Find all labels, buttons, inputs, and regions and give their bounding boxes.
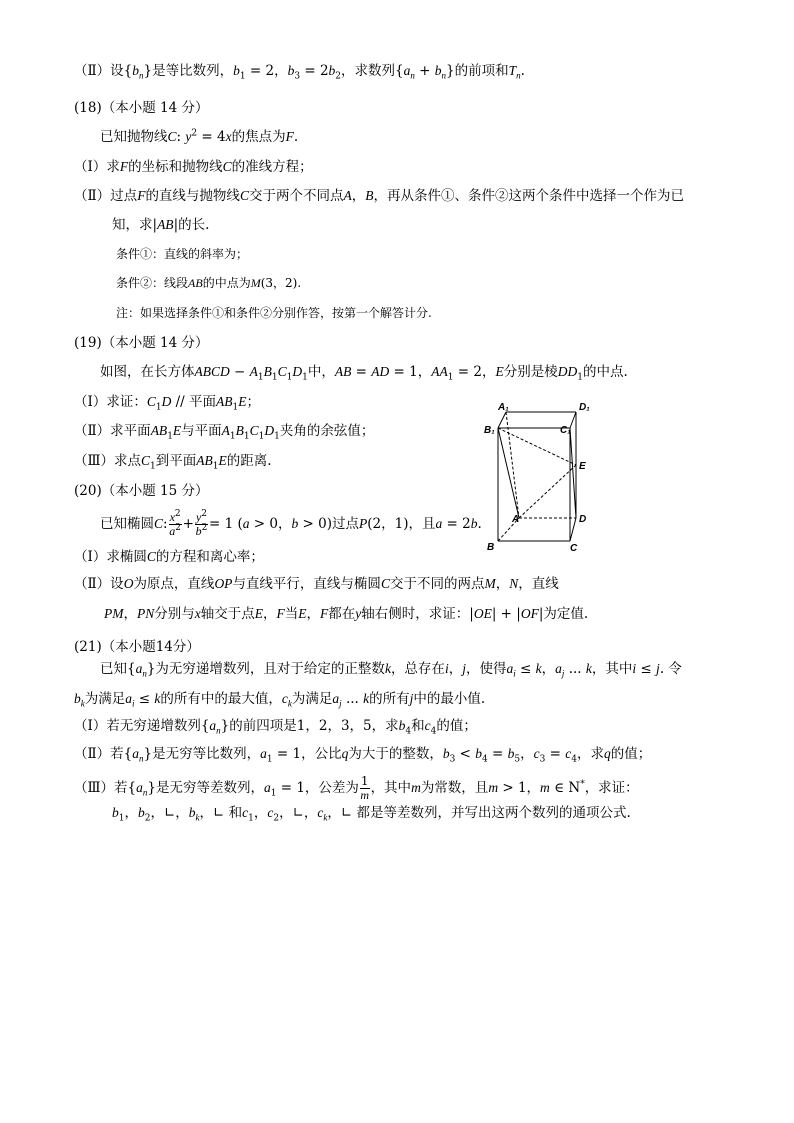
question-20-header: (20)（本小题 15 分） [74,483,209,499]
condition-1: 条件①：直线的斜率为； [116,247,249,261]
segment-ab1 [498,428,519,518]
question-21-header: (21)（本小题14分） [74,639,200,655]
condition-2: 条件②：线段AB的中点为M(3，2). [116,276,302,290]
label-d: D [579,514,587,525]
question-21-stem-cont: $b_k$为满足$a_i \le k$的所有中的最大值，$c_k$为满足$a_j$ ... k的所有j中的最小值. [74,691,486,709]
question-21-part-1: （Ⅰ）若无穷递增数列$\{a_n\}$的前四项是1，2，3，5，求$b_4$和$c_4$的值； [74,718,477,737]
label-a: A [512,514,520,525]
label-d1: D₁ [579,402,590,413]
question-21-part-3-cont: $b_1$，$b_2$，∟，$b_k$，∟ 和$c_1$，$c_2$，∟，$c_k$，∟ 都是等差数列，并写出这两个数列的通项公式. [112,805,631,824]
label-e: E [579,461,586,472]
question-19-stem: 如图，在长方体ABCD − $A_1B_1C_1D_1$中，AB = AD = 1，$AA_1 = 2$，E分别是棱$DD_1$的中点. [100,364,628,383]
edge-a1b1 [498,412,506,428]
question-18-part-2: （Ⅱ）过点F的直线与抛物线C交于两个不同点A，B，再从条件①、条件②这两个条件中选择一个作为已 [74,188,684,204]
question-19-part-1: （Ⅰ）求证：$C_1D$ // 平面$AB_1E$； [74,394,261,413]
question-18-part-2-cont: 知，求|AB|的长. [112,217,210,233]
segment-c1d [570,428,576,518]
question-17-part-2: （Ⅱ）设$\{b_n\}$是等比数列，$b_1 = 2$，$b_3 = 2b_2$，求数列$\{a_n + b_n\}$的前项和$T_n$. [74,63,525,82]
question-21-stem: 已知$\{a_n\}$为无穷递增数列，且对于给定的正整数k，总存在i，j，使得$a_i \le k$，$a_j$ ... k，其中i ≤ j. 令 [100,661,682,679]
edge-d1c1 [570,412,576,428]
label-c1: C₁ [560,425,571,436]
cuboid-figure [484,400,604,560]
question-20-part-2-cont: PM，PN分别与x轴交于点E，F当E，F都在y轴右侧时，求证：|OE| + |OF|为定值. [104,606,589,622]
question-18-header: (18)（本小题 14 分） [74,100,209,116]
question-21-part-2: （Ⅱ）若$\{a_n\}$是无穷等比数列，$a_1 = 1$，公比q为大于的整数，$b_3 < b_4 = b_5$，$c_3 = c_4$，求q的值； [74,746,652,765]
label-b: B [487,542,495,553]
question-19-header: (19)（本小题 14 分） [74,335,209,351]
question-19-part-2: （Ⅱ）求平面$AB_1E$与平面$A_1B_1C_1D_1$夹角的余弦值； [74,423,375,442]
question-20-stem: 已知椭圆C: $\frac{x^2}{a^2}$ + $\frac{y^2}{b^2}$ = 1 (a > 0，b > 0)过点P(2，1)，且a = 2b. [100,509,482,538]
question-20-part-2: （Ⅱ）设O为原点，直线OP与直线平行，直线与椭圆C交于不同的两点M，N，直线 [74,576,559,592]
question-20-part-1: （Ⅰ）求椭圆C的方程和离心率； [74,549,264,565]
segment-ae-hidden [519,465,576,518]
question-18-stem: 已知抛物线C: $y^2 = 4x$的焦点为F. [100,128,299,145]
condition-note: 注：如果选择条件①和条件②分别作答，按第一个解答计分. [116,306,432,320]
question-21-part-3: （Ⅲ）若$\{a_n\}$是无穷等差数列，$a_1 = 1$，公差为 $\frac{1}{m}$ ，其中m为常数，且m > 1，m ∈ N*，求证： [74,774,639,802]
label-b1: B₁ [484,425,495,436]
edge-cd [570,518,576,541]
question-19-part-3: （Ⅲ）求点$C_1$到平面$AB_1E$的距离. [74,453,272,472]
question-18-part-1: （Ⅰ）求F的坐标和抛物线C的准线方程； [74,159,313,175]
label-c: C [570,543,578,554]
label-a1: A₁ [498,402,509,413]
